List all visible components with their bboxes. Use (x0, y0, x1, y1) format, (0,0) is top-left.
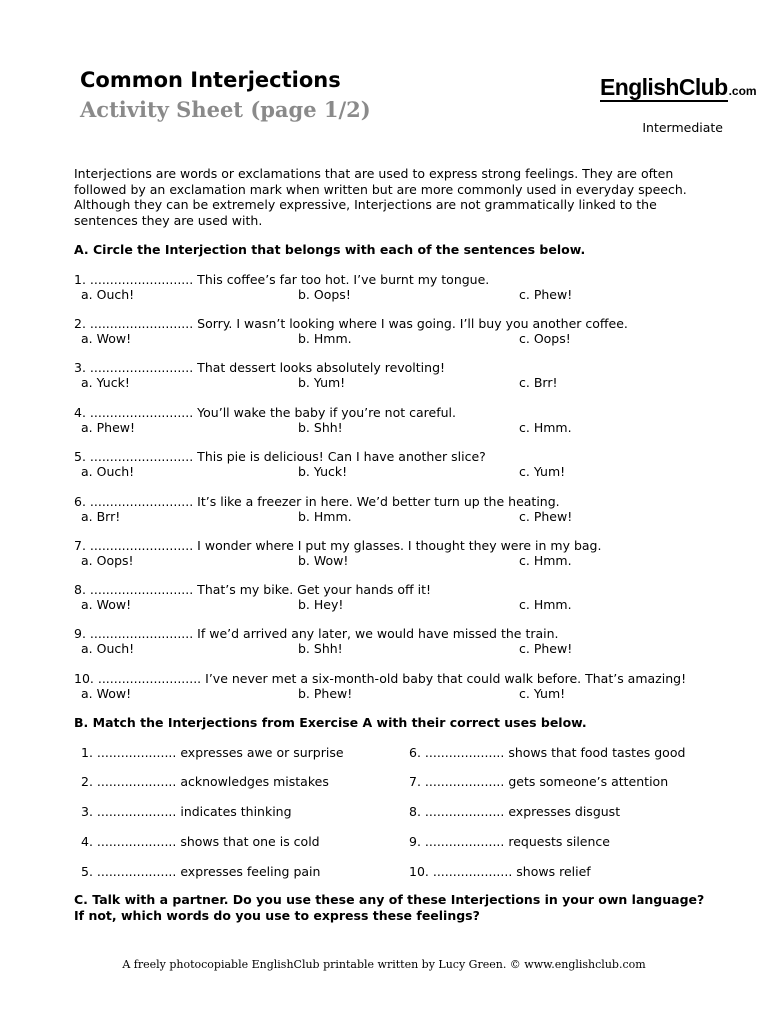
option-a[interactable]: a. Ouch! (81, 464, 135, 479)
option-b[interactable]: b. Shh! (298, 420, 343, 435)
option-c[interactable]: c. Hmm. (519, 597, 572, 612)
option-b[interactable]: b. Hey! (298, 597, 344, 612)
option-b[interactable]: b. Hmm. (298, 509, 352, 524)
question-2 (74, 316, 734, 346)
page-title: Common Interjections (80, 68, 341, 92)
question-6 (74, 494, 734, 524)
question-7 (74, 538, 734, 568)
intro-paragraph: Interjections are words or exclamations that are used to express strong feelings. They are often followed by an exclamation mark when written but are more commonly used in everyday speech. Although they can be extremely expressive, Interjections are not grammatically linked to the sentences they are used with. (74, 166, 687, 228)
option-b[interactable]: b. Wow! (298, 553, 349, 568)
question-stem: 5. .......................... This pie is delicious! Can I have another slice? (74, 449, 486, 464)
match-item-1: 1. .................... expresses awe or surprise (81, 745, 344, 760)
page-subtitle: Activity Sheet (page 1/2) (80, 97, 371, 122)
option-c[interactable]: c. Brr! (519, 375, 558, 390)
part-c-line-2: If not, which words do you use to express these feelings? (74, 908, 480, 923)
question-5 (74, 449, 734, 479)
option-b[interactable]: b. Shh! (298, 641, 343, 656)
question-10 (74, 671, 734, 701)
question-stem: 1. .......................... This coffee’s far too hot. I’ve burnt my tongue. (74, 272, 490, 287)
question-4 (74, 405, 734, 435)
question-stem: 2. .......................... Sorry. I wasn’t looking where I was going. I’ll buy you another coffee. (74, 316, 628, 331)
question-stem: 3. .......................... That dessert looks absolutely revolting! (74, 360, 446, 375)
option-a[interactable]: a. Ouch! (81, 287, 135, 302)
option-b[interactable]: b. Hmm. (298, 331, 352, 346)
englishclub-logo[interactable] (600, 74, 757, 101)
part-c-prompt (74, 892, 744, 924)
option-a[interactable]: a. Phew! (81, 420, 135, 435)
option-c[interactable]: c. Yum! (519, 686, 566, 701)
match-item-9: 9. .................... requests silence (409, 834, 610, 849)
match-item-2: 2. .................... acknowledges mistakes (81, 774, 329, 789)
option-c[interactable]: c. Yum! (519, 464, 566, 479)
option-a[interactable]: a. Wow! (81, 597, 132, 612)
question-stem: 9. .......................... If we’d arrived any later, we would have missed the train. (74, 626, 559, 641)
question-1 (74, 272, 734, 302)
option-c[interactable]: c. Hmm. (519, 420, 572, 435)
question-9 (74, 626, 734, 656)
option-a[interactable]: a. Ouch! (81, 641, 135, 656)
option-a[interactable]: a. Brr! (81, 509, 121, 524)
question-stem: 6. .......................... It’s like a freezer in here. We’d better turn up the heating. (74, 494, 560, 509)
logo-main-text: EnglishClub (600, 74, 728, 100)
question-8 (74, 582, 734, 612)
option-a[interactable]: a. Oops! (81, 553, 134, 568)
page-footer: A freely photocopiable EnglishClub printable written by Lucy Green. © www.englishclub.com (122, 958, 646, 971)
question-stem: 7. .......................... I wonder where I put my glasses. I thought they were in my bag. (74, 538, 602, 553)
option-a[interactable]: a. Wow! (81, 686, 132, 701)
match-item-4: 4. .................... shows that one is cold (81, 834, 320, 849)
option-b[interactable]: b. Oops! (298, 287, 351, 302)
option-b[interactable]: b. Yuck! (298, 464, 348, 479)
option-a[interactable]: a. Yuck! (81, 375, 130, 390)
option-c[interactable]: c. Hmm. (519, 553, 572, 568)
match-item-8: 8. .................... expresses disgust (409, 804, 621, 819)
match-item-6: 6. .................... shows that food tastes good (409, 745, 686, 760)
part-a-heading: A. Circle the Interjection that belongs with each of the sentences below. (74, 242, 586, 257)
option-a[interactable]: a. Wow! (81, 331, 132, 346)
part-c-line-1: C. Talk with a partner. Do you use these any of these Interjections in your own language? (74, 892, 705, 907)
question-stem: 8. .......................... That’s my bike. Get your hands off it! (74, 582, 432, 597)
option-b[interactable]: b. Phew! (298, 686, 353, 701)
question-stem: 4. .......................... You’ll wake the baby if you’re not careful. (74, 405, 456, 420)
level-label: Intermediate (642, 120, 723, 135)
question-3 (74, 360, 734, 390)
question-stem: 10. .......................... I’ve never met a six-month-old baby that could walk before. That’s amazing! (74, 671, 687, 686)
match-item-10: 10. .................... shows relief (409, 864, 591, 879)
option-c[interactable]: c. Phew! (519, 641, 573, 656)
match-item-5: 5. .................... expresses feeling pain (81, 864, 321, 879)
option-c[interactable]: c. Oops! (519, 331, 571, 346)
option-c[interactable]: c. Phew! (519, 509, 573, 524)
option-b[interactable]: b. Yum! (298, 375, 346, 390)
part-b-heading: B. Match the Interjections from Exercise A with their correct uses below. (74, 715, 587, 730)
logo-suffix-text: .com (728, 84, 757, 98)
match-item-7: 7. .................... gets someone’s attention (409, 774, 669, 789)
option-c[interactable]: c. Phew! (519, 287, 573, 302)
match-item-3: 3. .................... indicates thinking (81, 804, 292, 819)
